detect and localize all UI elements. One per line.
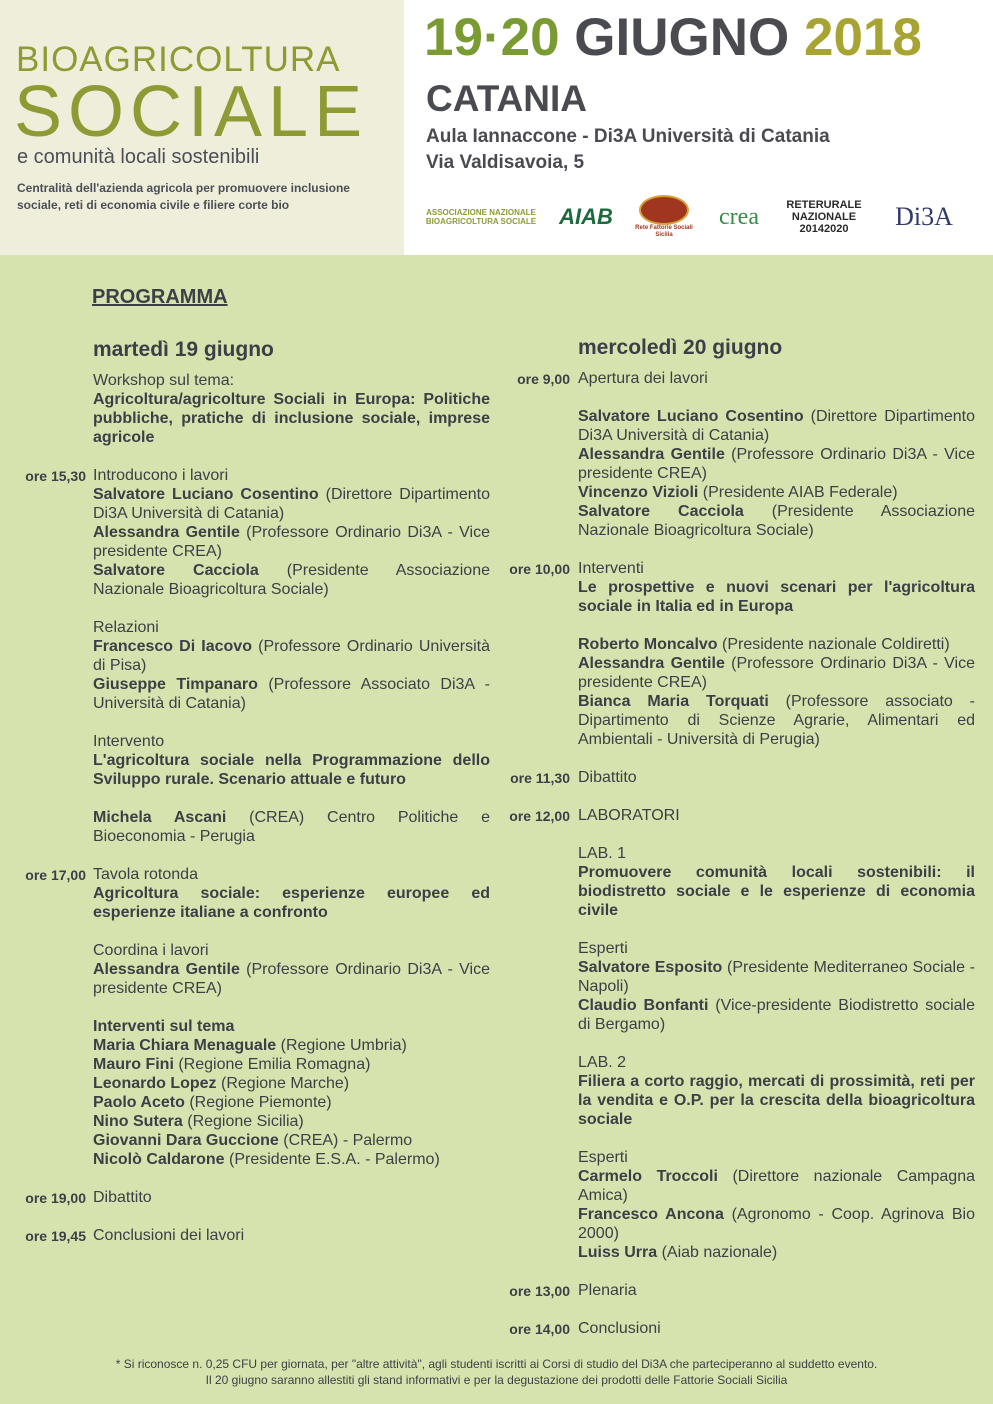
entry-line: L'agricoltura sociale nella Programmazione dello Sviluppo rurale. Scenario attuale e futuro (93, 752, 490, 788)
speaker-role: (Regione Piemonte) (184, 1094, 332, 1111)
program-entry (490, 559, 975, 616)
entry-time: ore 17,00 (25, 867, 86, 883)
program-entry (0, 732, 490, 789)
entry-line (93, 1112, 490, 1131)
entry-line (578, 958, 975, 996)
day2-entries (490, 369, 975, 1338)
entry-line: Relazioni (93, 619, 159, 636)
speaker-name: Giovanni Dara Guccione (93, 1132, 279, 1149)
program-entry (0, 466, 490, 599)
speaker-role: (Direttore Dipartimento Di3A Università di Catania) (93, 486, 490, 522)
speaker-role: (Professore Ordinario Università di Pisa) (93, 638, 490, 674)
entry-line (93, 960, 490, 998)
program-entry (490, 806, 975, 825)
entry-body (93, 1188, 490, 1207)
entry-time: ore 10,00 (509, 561, 570, 577)
entry-body (93, 1226, 490, 1245)
entry-body (578, 635, 975, 749)
entry-line: LAB. 1 (578, 845, 627, 862)
entry-body (578, 844, 975, 920)
entry-line (93, 1036, 490, 1055)
header-event-panel (404, 0, 993, 255)
speaker-name: Paolo Aceto (93, 1094, 185, 1111)
speaker-name: Salvatore Luciano Cosentino (578, 408, 804, 425)
program-entry (490, 939, 975, 1034)
entry-time: ore 12,00 (509, 808, 570, 824)
speaker-name: Luiss Urra (578, 1244, 658, 1261)
entry-line (93, 1074, 490, 1093)
speaker-role: (CREA) - Palermo (278, 1132, 413, 1149)
entry-line (93, 1131, 490, 1150)
entry-time: ore 19,00 (25, 1190, 86, 1206)
speaker-name: Francesco Di Iacovo (93, 638, 252, 655)
speaker-name: Bianca Maria Torquati (578, 693, 769, 710)
entry-line (578, 502, 975, 540)
entry-body (93, 941, 490, 998)
entry-line (93, 523, 490, 561)
entry-line (93, 1055, 490, 1074)
logo-aiab: AIAB (559, 204, 613, 229)
entry-body (93, 618, 490, 713)
entry-line: Dibattito (93, 1189, 152, 1206)
entry-line: LABORATORI (578, 807, 680, 824)
entry-line (578, 1243, 975, 1262)
event-venue (426, 124, 830, 176)
date-month: GIUGNO (574, 8, 790, 67)
entry-line (578, 635, 975, 654)
speaker-name: Mauro Fini (93, 1056, 174, 1073)
entry-line (578, 996, 975, 1034)
entry-line: Conclusioni dei lavori (93, 1227, 245, 1244)
entry-line: Apertura dei lavori (578, 370, 708, 387)
speaker-role: (Regione Emilia Romagna) (173, 1056, 371, 1073)
entry-line (578, 483, 975, 502)
speaker-role: (Presidente E.S.A. - Palermo) (224, 1151, 440, 1168)
speaker-role: (Professore associato - Dipartimento di Scienze Agrarie, Alimentari ed Ambientali - Università di Perugia) (578, 693, 975, 748)
entry-line (93, 675, 490, 713)
entry-body (93, 466, 490, 599)
speaker-name: Salvatore Cacciola (93, 562, 259, 579)
entry-line: Esperti (578, 1149, 628, 1166)
program-entry (490, 1281, 975, 1300)
entry-time: ore 14,00 (509, 1321, 570, 1337)
speaker-name: Vincenzo Vizioli (578, 484, 699, 501)
footer-line2: Il 20 giugno saranno allestiti gli stand informativi e per la degustazione dei prodotti delle Fattorie Sociali Sicilia (205, 1373, 788, 1387)
entry-line: Agricoltura sociale: esperienze europee ed esperienze italiane a confronto (93, 885, 490, 921)
logo-di3a: Di3A (895, 202, 953, 231)
speaker-role: (CREA) Centro Politiche e Bioeconomia - Perugia (93, 809, 490, 845)
speaker-role: (Professore Ordinario Di3A - Vice presidente CREA) (578, 655, 975, 691)
tagline: Centralità dell'azienda agricola per promuovere inclusione sociale, reti di economia civile e filiere corte bio (17, 181, 350, 212)
date-days: 19·20 (424, 8, 560, 67)
speaker-name: Alessandra Gentile (93, 961, 240, 978)
entry-line: Conclusioni (578, 1320, 661, 1337)
entry-line: Filiera a corto raggio, mercati di prossimità, reti per la vendita e O.P. per la crescita della bioagricoltura sociale (578, 1073, 975, 1128)
event-dates (424, 8, 922, 68)
entry-line (93, 808, 490, 846)
entry-line: Interventi sul tema (93, 1018, 235, 1035)
entry-time: ore 13,00 (509, 1283, 570, 1299)
entry-body (93, 865, 490, 922)
entry-line: Coordina i lavori (93, 942, 209, 959)
speaker-name: Alessandra Gentile (578, 446, 725, 463)
program-entry (0, 941, 490, 998)
venue-line1: Aula Iannaccone - Di3A Università di Catania (426, 126, 830, 147)
logo-title: BIOAGRICOLTURA (16, 40, 341, 79)
program-entry (0, 1226, 490, 1245)
entry-body (93, 732, 490, 789)
speaker-role: (Professore Ordinario Di3A - Vice presidente CREA) (578, 446, 975, 482)
speaker-role: (Regione Sicilia) (182, 1113, 304, 1130)
entry-line: Introducono i lavori (93, 467, 229, 484)
speaker-role: (Presidente Associazione Nazionale Bioagricoltura Sociale) (578, 503, 975, 539)
entry-body (578, 559, 975, 616)
logo-rete-fattorie-sociali: Rete Fattorie Sociali Sicilia (632, 193, 696, 241)
speaker-name: Nino Sutera (93, 1113, 183, 1130)
entry-body (578, 768, 975, 787)
footer-line1: * Si riconosce n. 0,25 CFU per giornata, per "altre attività", agli studenti iscritti ai Corsi di studio del Di3A che parteciperanno al suddetto evento. (115, 1357, 878, 1371)
speaker-role: (Direttore nazionale Campagna Amica) (578, 1168, 975, 1204)
entry-line (93, 561, 490, 599)
entry-time: ore 19,45 (25, 1228, 86, 1244)
entry-line (578, 692, 975, 749)
entry-body (578, 407, 975, 540)
speaker-name: Salvatore Esposito (578, 959, 723, 976)
logo-bioagricoltura-sociale: ASSOCIAZIONE NAZIONALE BIOAGRICOLTURA SOCIALE (425, 208, 537, 226)
entry-time: ore 15,30 (25, 468, 86, 484)
program-entry (490, 635, 975, 749)
speaker-role: (Presidente Mediterraneo Sociale - Napoli) (578, 959, 976, 995)
program-entry (0, 618, 490, 713)
entry-body (93, 808, 490, 846)
entry-line: Agricoltura/agricolture Sociali in Europa: Politiche pubbliche, pratiche di inclusione sociale, imprese agricole (93, 391, 490, 446)
speaker-name: Leonardo Lopez (93, 1075, 217, 1092)
speaker-name: Salvatore Cacciola (578, 503, 744, 520)
speaker-role: (Regione Marche) (216, 1075, 350, 1092)
entry-body (578, 939, 975, 1034)
program-entry (0, 371, 490, 447)
program-entry (490, 844, 975, 920)
logo-subtitle: e comunità locali sostenibili (17, 146, 260, 168)
speaker-role: (Vice-presidente Biodistretto sociale di Bergamo) (578, 997, 975, 1033)
speaker-name: Francesco Ancona (578, 1206, 724, 1223)
venue-line2: Via Valdisavoia, 5 (426, 152, 585, 173)
speaker-name: Alessandra Gentile (93, 524, 240, 541)
speaker-role: (Presidente nazionale Coldiretti) (717, 636, 950, 653)
day1-column (0, 340, 490, 1264)
entry-line (93, 485, 490, 523)
date-year: 2018 (803, 8, 922, 67)
program-entry (0, 808, 490, 846)
program-title: PROGRAMMA (92, 286, 228, 308)
day1-title: martedì 19 giugno (93, 338, 274, 361)
speaker-name: Nicolò Caldarone (93, 1151, 225, 1168)
entry-body (93, 371, 490, 447)
entry-body (93, 1017, 490, 1169)
day2-column (490, 338, 975, 1357)
partner-logos (422, 193, 982, 243)
entry-line (578, 654, 975, 692)
entry-time: ore 9,00 (517, 371, 570, 387)
entry-line (93, 1150, 490, 1169)
entry-line: Esperti (578, 940, 628, 957)
program-entry (490, 1319, 975, 1338)
entry-line: Interventi (578, 560, 644, 577)
speaker-role: (Professore Ordinario Di3A - Vice presidente CREA) (93, 524, 490, 560)
footer-notes (0, 1356, 993, 1388)
logo-crea: crea (719, 203, 759, 230)
entry-line (578, 445, 975, 483)
speaker-name: Maria Chiara Menaguale (93, 1037, 277, 1054)
entry-line: Promuovere comunità locali sostenibili: il biodistretto sociale e le esperienze di economia civile (578, 864, 975, 919)
speaker-role: (Presidente AIAB Federale) (698, 484, 898, 501)
speaker-name: Alessandra Gentile (578, 655, 725, 672)
entry-body (578, 1319, 975, 1338)
logo-sociale: SOCIALE (14, 72, 369, 152)
entry-line: LAB. 2 (578, 1054, 627, 1071)
entry-body (578, 1053, 975, 1129)
entry-body (578, 806, 975, 825)
entry-line (578, 1205, 975, 1243)
speaker-role: (Regione Umbria) (276, 1037, 407, 1054)
speaker-role: (Aiab nazionale) (657, 1244, 778, 1261)
entry-line: Plenaria (578, 1282, 637, 1299)
program-entry (0, 1017, 490, 1169)
speaker-name: Giuseppe Timpanaro (93, 676, 258, 693)
entry-line: Dibattito (578, 769, 637, 786)
day1-entries (0, 371, 490, 1245)
day2-title: mercoledì 20 giugno (578, 336, 783, 359)
entry-line: Le prospettive e nuovi scenari per l'agricoltura sociale in Italia ed in Europa (578, 579, 975, 615)
entry-line (93, 637, 490, 675)
entry-line (578, 407, 975, 445)
entry-line (578, 1167, 975, 1205)
program-entry (490, 768, 975, 787)
speaker-role: (Presidente Associazione Nazionale Bioagricoltura Sociale) (93, 562, 490, 598)
program-entry (490, 1148, 975, 1262)
entry-line (93, 1093, 490, 1112)
header-logo-panel (0, 0, 404, 255)
entry-body (578, 369, 975, 388)
logo-rete-rurale: RETERURALE NAZIONALE 20142020 (786, 199, 862, 235)
entry-body (578, 1281, 975, 1300)
entry-time: ore 11,30 (510, 770, 570, 786)
program-entry (490, 1053, 975, 1129)
speaker-name: Salvatore Luciano Cosentino (93, 486, 319, 503)
speaker-role: (Professore Associato Di3A - Università di Catania) (93, 676, 490, 712)
speaker-name: Roberto Moncalvo (578, 636, 718, 653)
speaker-name: Michela Ascani (93, 809, 227, 826)
entry-line: Workshop sul tema: (93, 372, 235, 389)
entry-body (578, 1148, 975, 1262)
speaker-name: Claudio Bonfanti (578, 997, 709, 1014)
program-entry (490, 369, 975, 388)
program-entry (0, 865, 490, 922)
program-entry (490, 407, 975, 540)
entry-line: Intervento (93, 733, 165, 750)
event-city: CATANIA (426, 78, 587, 119)
speaker-role: (Agronomo - Coop. Agrinova Bio 2000) (578, 1206, 975, 1242)
speaker-role: (Professore Ordinario Di3A - Vice presidente CREA) (93, 961, 490, 997)
program-entry (0, 1188, 490, 1207)
entry-line: Tavola rotonda (93, 866, 198, 883)
speaker-role: (Direttore Dipartimento Di3A Università di Catania) (578, 408, 975, 444)
speaker-name: Carmelo Troccoli (578, 1168, 718, 1185)
